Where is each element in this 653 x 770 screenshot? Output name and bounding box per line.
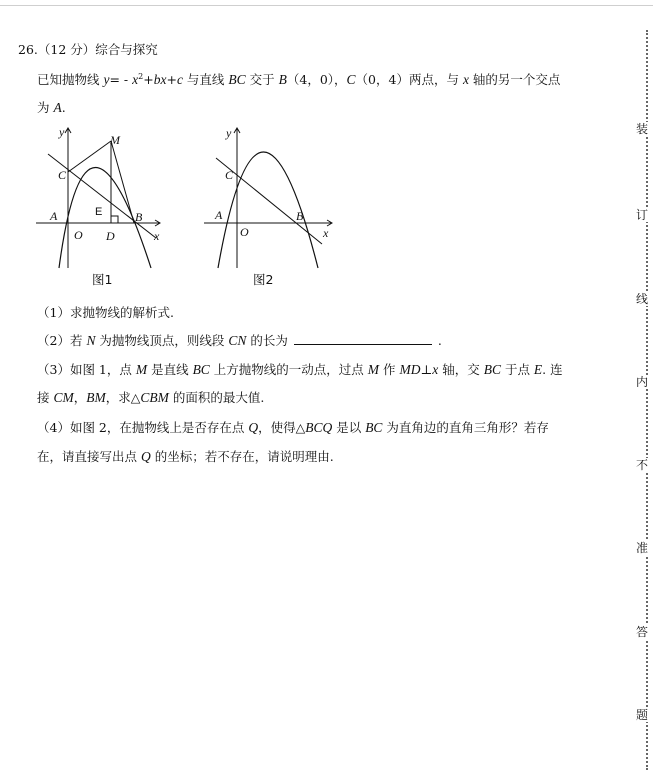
fig1-label-E: E — [95, 206, 103, 218]
margin-char-ding: 订 — [636, 208, 649, 222]
part-1: （1）求抛物线的解析式. — [37, 305, 174, 320]
fig1-label-M: M — [110, 133, 120, 147]
margin-char-nei: 内 — [636, 375, 649, 389]
question-score: （12 分）综合与探究 — [37, 42, 158, 57]
figure-2-caption: 图2 — [253, 272, 274, 287]
fig1-label-O: O — [74, 228, 83, 242]
figure-2 — [204, 122, 339, 272]
margin-char-bu: 不 — [636, 458, 649, 472]
margin-char-zhuang: 装 — [636, 122, 649, 136]
figure-1-caption: 图1 — [92, 272, 113, 287]
part-4-line1: （4）如图 2，在抛物线上是否存在点 Q，使得△BCQ 是以 BC 为直角边的直角三角形？若存 — [37, 420, 549, 435]
binding-dotted-line — [646, 30, 648, 770]
part-4-line2: 在，请直接写出点 Q 的坐标；若不存在，请说明理由. — [37, 449, 334, 464]
figure-1-graph — [36, 122, 166, 272]
fig2-label-y: y — [226, 126, 232, 140]
fig1-label-D: D — [106, 229, 115, 243]
fig1-label-A: A — [50, 209, 58, 223]
fig1-label-x: x — [154, 229, 160, 243]
question-number: 26. — [18, 42, 38, 57]
fig2-label-O: O — [240, 225, 249, 239]
margin-char-xian: 线 — [636, 292, 649, 306]
margin-char-zhun: 准 — [636, 541, 649, 555]
binding-margin — [624, 0, 653, 770]
fig1-label-C: C — [58, 168, 67, 182]
fig2-label-B: B — [296, 209, 304, 223]
figure-1 — [36, 122, 166, 272]
margin-char-ti: 题 — [636, 708, 649, 722]
part-3-line1: （3）如图 1，点 M 是直线 BC 上方抛物线的一动点，过点 M 作 MD⊥x 轴，交 BC 于点 E. 连 — [37, 362, 563, 377]
part-2: （2）若 N 为抛物线顶点，则线段 CN 的长为 . — [37, 333, 442, 348]
fig2-label-x: x — [323, 226, 329, 240]
part-3-line2: 接 CM，BM，求△CBM 的面积的最大值. — [37, 390, 265, 405]
question-stem-line1: 已知抛物线 $y= - x^2+bx+c$ 与直线 BC 交于 B（4，0），C（0，4）两点，与 x 轴的另一个交点 — [37, 71, 561, 87]
margin-char-da: 答 — [636, 625, 649, 639]
answer-blank[interactable] — [294, 333, 432, 345]
question-header — [18, 40, 158, 58]
fig2-label-C: C — [225, 168, 234, 182]
fig2-label-A: A — [215, 208, 223, 222]
figure-2-graph — [204, 122, 339, 272]
fig1-label-y: y — [59, 125, 65, 139]
question-stem-line2: 为 A. — [37, 100, 66, 115]
fig1-label-B: B — [135, 210, 143, 224]
